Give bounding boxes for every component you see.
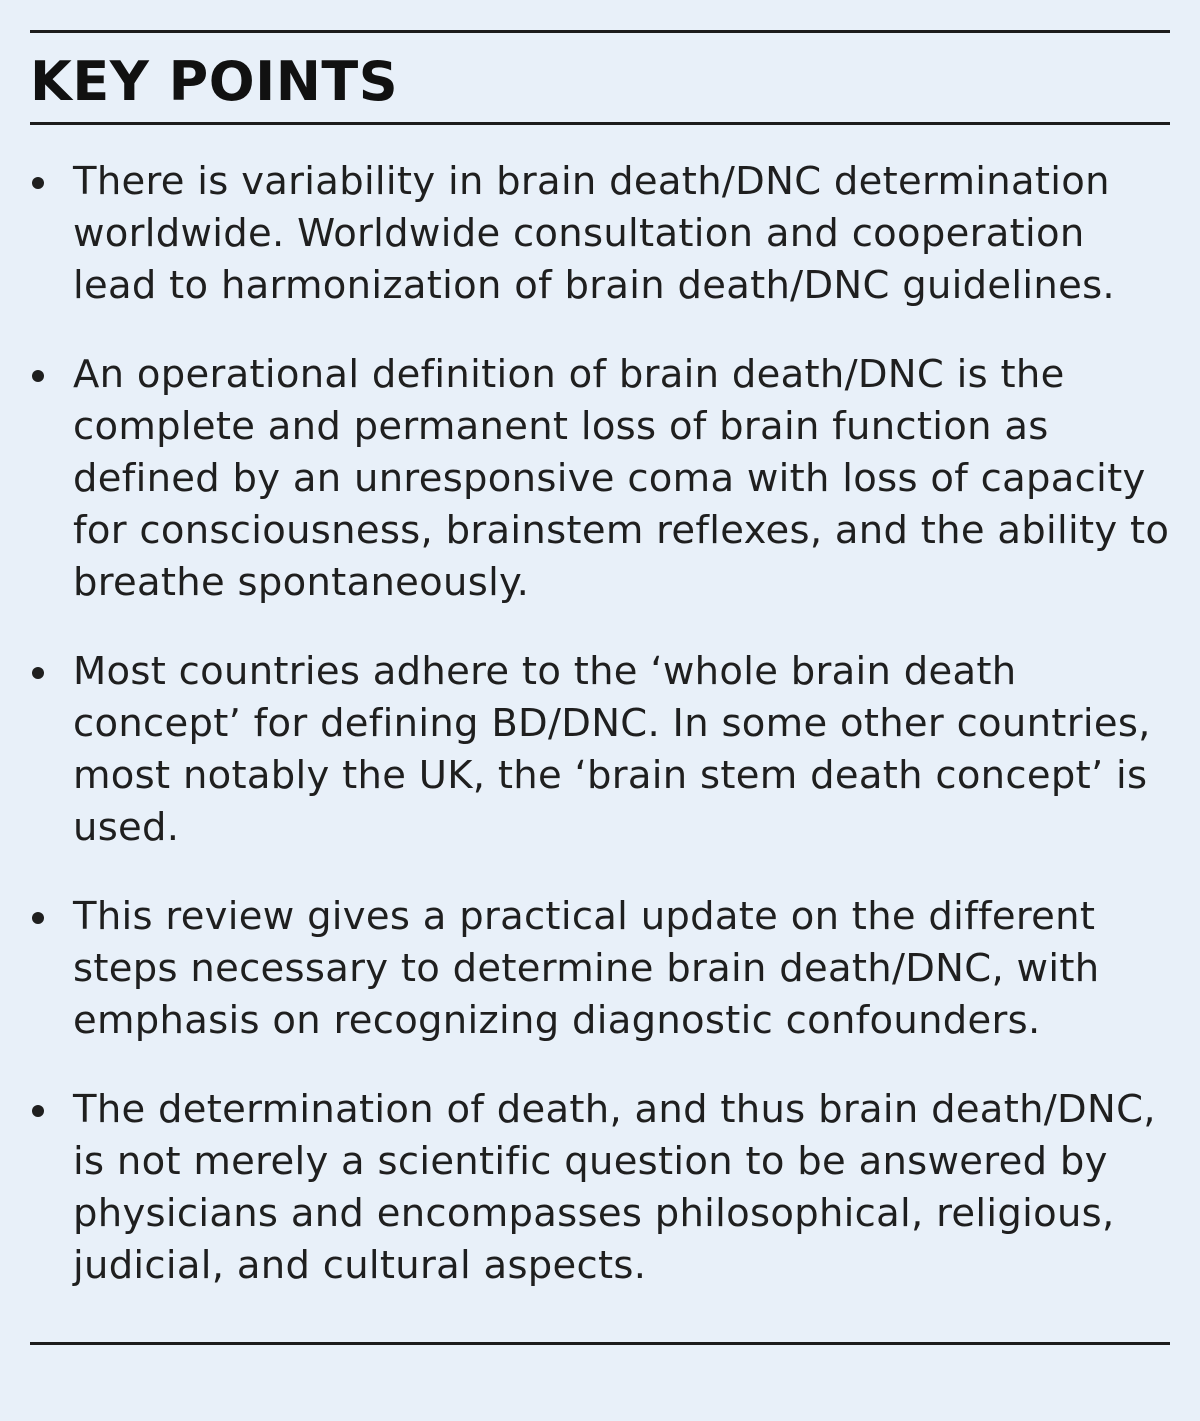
key-point-text: Most countries adhere to the ‘whole brain death concept’ for defining BD/DNC. In some other countries, most notably the UK, the ‘brain stem death concept’ is used. (73, 649, 1151, 850)
key-point-item (30, 891, 1170, 1047)
bullet-icon (32, 912, 44, 924)
key-point-item (30, 646, 1170, 854)
key-point-item (30, 1084, 1170, 1292)
bottom-rule (30, 1342, 1170, 1345)
key-point-text: There is variability in brain death/DNC determination worldwide. Worldwide consultation and cooperation lead to harmonization of brain death/DNC guidelines. (73, 159, 1115, 308)
bullet-icon (32, 667, 44, 679)
key-point-item (30, 156, 1170, 312)
bullet-icon (32, 177, 44, 189)
key-points-heading: KEY POINTS (30, 50, 399, 113)
top-rule (30, 30, 1170, 33)
key-points-list (30, 156, 1170, 1292)
heading-rule (30, 122, 1170, 125)
key-point-item (30, 349, 1170, 609)
key-point-text: The determination of death, and thus brain death/DNC, is not merely a scientific question to be answered by physicians and encompasses philosophical, religious, judicial, and cultural aspects. (73, 1087, 1156, 1288)
bullet-icon (32, 1105, 44, 1117)
bullet-icon (32, 370, 44, 382)
key-point-text: An operational definition of brain death/DNC is the complete and permanent loss of brain function as defined by an unresponsive coma with loss of capacity for consciousness, brainstem reflexes, and the ability to breathe spontaneously. (73, 352, 1170, 605)
key-point-text: This review gives a practical update on the different steps necessary to determine brain death/DNC, with emphasis on recognizing diagnostic confounders. (73, 894, 1100, 1043)
